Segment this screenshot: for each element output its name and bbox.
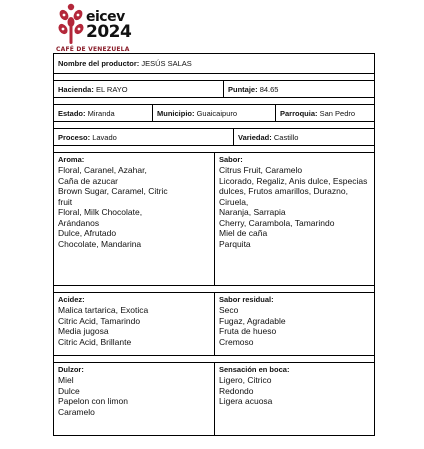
flavor-label: Sabor:: [219, 155, 243, 164]
state-label: Estado:: [58, 108, 86, 118]
farm-cell: [54, 81, 223, 97]
producer-label: Nombre del productor:: [58, 59, 140, 68]
score-label: Puntaje:: [228, 84, 258, 94]
aroma-line: Chocolate, Mandarina: [58, 238, 142, 249]
acidity-label: Acidez:: [58, 295, 85, 304]
sweetness-mouthfeel-row: [53, 362, 375, 436]
municipality-value: Guaicaipuro: [196, 108, 238, 118]
mouthfeel-line: Ligero, Citrico: [219, 375, 272, 385]
spacer: [53, 285, 375, 292]
producer-cell: [54, 54, 374, 73]
mouthfeel-label: Sensación en boca:: [219, 365, 290, 374]
flavor-line: dulces, Frutos amarillos, Durazno, Ciruela,: [219, 186, 348, 207]
variety-cell: [233, 129, 374, 145]
spacer: [53, 97, 375, 104]
municipality-label: Municipio:: [157, 108, 195, 118]
variety-label: Variedad:: [238, 132, 272, 142]
flavor-line: Cherry, Carambola, Tamarindo: [219, 217, 335, 228]
score-cell: [223, 81, 374, 97]
parish-cell: [275, 105, 374, 121]
farm-label: Hacienda:: [58, 84, 94, 94]
spacer: [53, 121, 375, 128]
flavor-line: Citrus Fruit, Caramelo: [219, 165, 303, 175]
acidity-line: Citric Acid, Brillante: [58, 336, 132, 347]
flavor-line: Parquita: [219, 238, 251, 249]
mouthfeel-cell: [214, 363, 374, 435]
flavor-line: Licorado, Regaliz, Anis dulce, Especias: [219, 175, 368, 186]
score-value: 84.65: [259, 84, 279, 94]
sweetness-line: Papelon con limon: [58, 396, 128, 406]
aroma-flavor-row: [53, 152, 375, 285]
aftertaste-line: Cremoso: [219, 336, 254, 347]
coffee-cupping-sheet: [53, 53, 375, 436]
logo-year: 2024: [86, 22, 132, 42]
aroma-line: Brown Sugar, Caramel, Citric: [58, 186, 168, 196]
process-cell: [54, 129, 233, 145]
aroma-line: Floral, Caranel, Azahar,: [58, 165, 147, 175]
flavor-cell: [214, 153, 374, 285]
aftertaste-label: Sabor residual:: [219, 295, 274, 304]
aroma-label: Aroma:: [58, 155, 85, 164]
sweetness-line: Miel: [58, 375, 74, 385]
aroma-line: Arándanos: [58, 217, 100, 228]
parish-value: San Pedro: [319, 108, 356, 118]
logo-brand: eicev: [86, 9, 125, 25]
producer-value: JESÚS SALAS: [141, 59, 192, 68]
eicev-logo: [56, 2, 156, 54]
spacer: [53, 73, 375, 80]
flavor-line: Naranja, Sarrapia: [219, 207, 286, 217]
farm-value: EL RAYO: [95, 84, 128, 94]
process-label: Proceso:: [58, 132, 91, 142]
aroma-cell: [54, 153, 214, 285]
flavor-line: Miel de caña: [219, 228, 268, 238]
sweetness-cell: [54, 363, 214, 435]
mouthfeel-line: Redondo: [219, 385, 254, 396]
aroma-line: Floral, Milk Chocolate,: [58, 207, 143, 217]
acidity-cell: [54, 293, 214, 355]
sweetness-line: Dulce: [58, 385, 80, 396]
aroma-line: Caña de azucar: [58, 175, 119, 186]
state-value: Miranda: [87, 108, 115, 118]
aroma-line: fruit: [58, 196, 73, 207]
producer-row: [53, 53, 375, 73]
aftertaste-line: Fugaz, Agradable: [219, 315, 286, 326]
aftertaste-line: Fruta de hueso: [219, 326, 277, 336]
municipality-cell: [152, 105, 275, 121]
location-row: [53, 104, 375, 121]
parish-label: Parroquia:: [280, 108, 318, 118]
mouthfeel-line: Ligera acuosa: [219, 396, 273, 406]
aftertaste-line: Seco: [219, 305, 239, 315]
sweetness-label: Dulzor:: [58, 365, 84, 374]
spacer: [53, 145, 375, 152]
coffee-branch-icon: [56, 2, 86, 46]
logo-subtitle: CAFÉ DE VENEZUELA: [56, 46, 130, 53]
acidity-aftertaste-row: [53, 292, 375, 355]
aroma-line: Dulce, Afrutado: [58, 228, 117, 238]
variety-value: Castillo: [273, 132, 299, 142]
aftertaste-cell: [214, 293, 374, 355]
acidity-line: Malica tartarica, Exotica: [58, 305, 149, 315]
acidity-line: Citric Acid, Tamarindo: [58, 315, 141, 326]
acidity-line: Media jugosa: [58, 326, 109, 336]
state-cell: [54, 105, 152, 121]
process-value: Lavado: [92, 132, 117, 142]
process-variety-row: [53, 128, 375, 145]
sweetness-line: Caramelo: [58, 406, 95, 417]
farm-score-row: [53, 80, 375, 97]
spacer: [53, 355, 375, 362]
